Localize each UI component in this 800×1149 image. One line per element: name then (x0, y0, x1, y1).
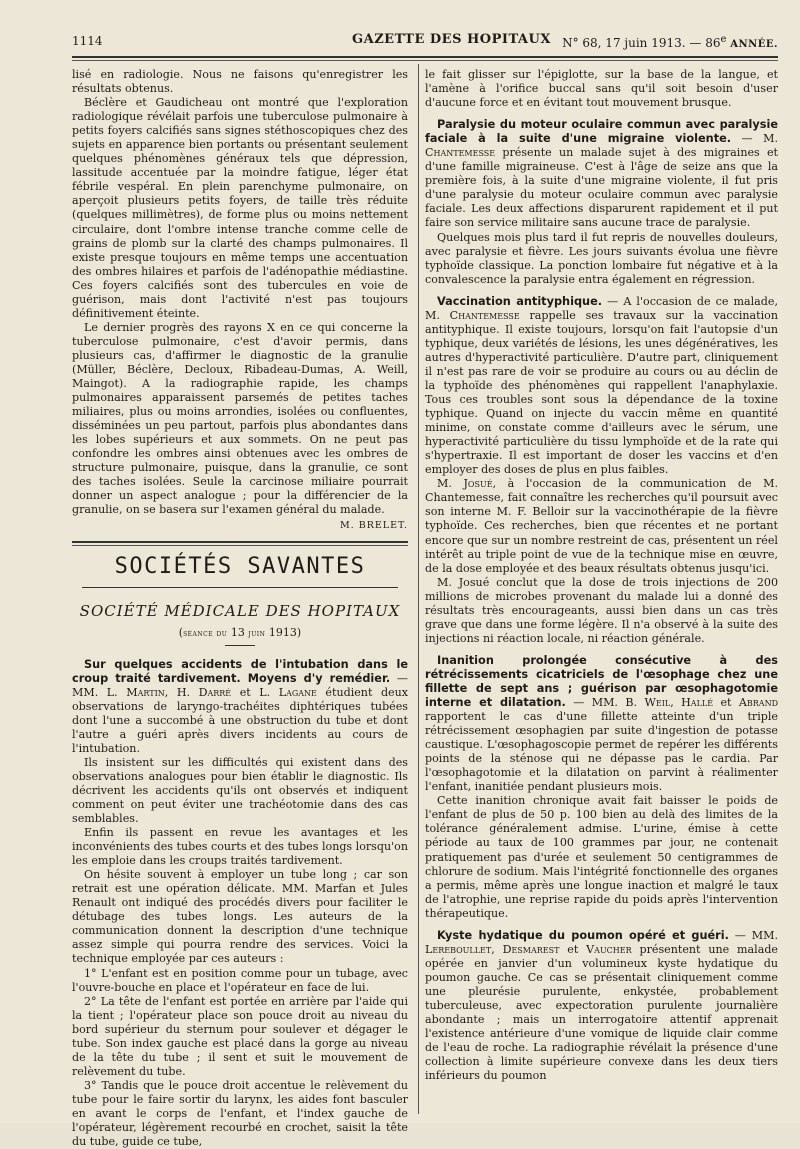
issue-info (562, 34, 778, 50)
column-separator (418, 64, 419, 1114)
page-header (72, 30, 778, 54)
text-run: — MM. (72, 671, 408, 699)
author-name: Hallé (681, 696, 714, 710)
issue-year-label: ANNÉE. (730, 39, 778, 50)
paragraph: 1° L'enfant est en position comme pour un tubage, avec l'ouvre-bouche en place et l'opérateur en face de lui. (72, 966, 408, 994)
text-run: étudient deux observations de laryngo-trachéites diphtériques tubées dont l'une a succombé à une obstruction du tube et dont l'autre a guéri après divers incidents au cours de l'intubation. (72, 685, 409, 755)
text-run: , à l'occasion de la communication de M. Chantemesse, fait connaître les recherches qu'il poursuit avec son interne M. F. Belloir sur la vaccinothérapie de la fièvre typhoïde. Ces recherches, bien que récentes et ne portant encore que sur un nombre restreint de cas, présentent un réel intérêt au triple point de vue de la technique mise en œuvre, de la dose employée et des beaux résultats obtenus jusqu'ici. (425, 477, 779, 575)
page-number: 1114 (72, 34, 103, 48)
text-run: — M. (731, 132, 778, 146)
society-name: SOCIÉTÉ MÉDICALE DES HOPITAUX (79, 601, 401, 620)
article-title: Kyste hydatique du poumon opéré et guéri. (437, 928, 729, 942)
article-vaccination (425, 295, 778, 478)
paragraph: Le dernier progrès des rayons X en ce qui concerne la tuberculose pulmonaire, c'est d'avoir permis, dans plusieurs cas, d'affirmer le diagnostic de la granulie (Müller, Béclère, Decloux, Ribadeau-Dumas, A. Weill, Maingot). A la radiographie rapide, les champs pulmonaires apparaissent parsemés de petites taches miliaires, plus ou moins arrondies, isolées ou confluentes, disséminées un peu partout, parfois plus abondantes dans les lobes supérieurs et aux sommets. On ne peut pas confondre les ombres ainsi obtenues avec les ombres de structure pulmonaire, puisque, dans la granulie, ce sont des taches isolées. Seule la carcinose miliaire pourrait donner un aspect analogue ; pour la différencier de la granulie, on se basera sur l'examen général du malade. (72, 320, 408, 517)
article-paralysie (425, 118, 778, 230)
text-run: rappelle ses travaux sur la vaccination antityphique. Il existe toujours, lorsqu'on fait l'autopsie d'un typhique, deux variétés de lésions, les unes dégénératives, les autres d'hyperactivité particulière. D'autre part, cliniquement il n'est pas rare de voir se produire au cours ou au déclin de la typhoïde des phénomènes qui rappellent l'anaphylaxie. Tous ces troubles sont sous la dépendance de la toxine typhique. Quand on injecte du vaccin même en quantité minime, on constate comme d'ailleurs avec le sérum, une hyperactivité particulière du tissu lymphoïde et de la rate qui s'hypertraxie. Il est important de doser les vaccins et d'en employer des doses de plus en plus faibles. (425, 308, 778, 477)
text-run: et (713, 696, 739, 710)
text-run: présente un malade sujet à des migraines et d'une famille migraineuse. C'est à l'âge de seize ans que la première fois, à la suite d'une migraine violente, il fut pris d'une paralysie du moteur oculaire commun avec paralysie faciale. Les deux affections disparurent rapidement et il put faire son service militaire sans aucune trace de paralysie. (425, 146, 778, 230)
spacer (425, 646, 778, 654)
text-run: et L. (231, 685, 279, 699)
paragraph (425, 477, 778, 575)
spacer (425, 287, 778, 295)
short-divider (225, 645, 255, 646)
author-name: Chantemesse (449, 308, 520, 322)
text-run: — MM. (728, 928, 778, 942)
paragraph: Ils insistent sur les difficultés qui existent dans des observations analogues pour bien établir le diagnostic. Ils décrivent les accidents qu'ils ont observés et indiquent comment on peut éviter une trachéotomie dans des cas semblables. (72, 755, 408, 826)
paragraph: Enfin ils passent en revue les avantages et les inconvénients des tubes courts et des tubes longs lorsqu'on les emploie dans les croups traités tardivement. (72, 826, 408, 868)
author-name: Darré (198, 685, 232, 699)
author-signature: M. BRELET. (339, 519, 408, 531)
section-title-rule (82, 587, 398, 588)
session-paren: ( (178, 625, 184, 639)
text-run: , (670, 696, 682, 710)
author-name: Vaucher (586, 942, 632, 956)
paragraph: On hésite souvent à employer un tube long ; car son retrait est une opération délicate. MM. Marfan et Jules Renault ont indiqué des procédés divers pour faciliter le détubage des tubes longs. Les auteurs de la communication donnent la description d'une technique assez simple qui pourra rendre des services. Voici la technique employée par ces auteurs : (72, 868, 408, 966)
paragraph: 3° Tandis que le pouce droit accentue le relèvement du tube pour le faire sortir du larynx, les aides font basculer en avant le corps de l'enfant, et l'index gauche de l'opérateur, légèrement recourbé en crochet, saisit la tête du tube, guide ce tube, (72, 1078, 408, 1149)
issue-ordinal: e (720, 34, 727, 45)
article-title: Sur quelques accidents de l'intubation dans le croup traité tardivement. Moyens d'y remédier. (72, 657, 408, 685)
author-name: Desmarest (502, 942, 560, 956)
text-run: , H. (164, 685, 199, 699)
author-name: Josué (463, 477, 493, 491)
author-name: Weil (644, 696, 671, 710)
text-run: M. (437, 477, 464, 491)
author-name: Chantemesse (425, 146, 496, 160)
left-column (72, 68, 409, 1149)
section-title: SOCIÉTÉS SAVANTES (114, 553, 366, 579)
session-date (72, 626, 408, 639)
section-rule-thin (72, 545, 408, 546)
article-kyste (425, 929, 778, 1084)
text-run: — A l'occasion de ce malade, M. (425, 294, 778, 322)
paragraph: Béclère et Gaudicheau ont montré que l'exploration radiologique révélait parfois une tuberculose pulmonaire à petits foyers calcifiés sans signes stéthoscopiques chez des sujets en apparence bien portants ou présentant seulement quelques phénomènes généraux tels que dépression, lassitude accentuée par la moindre fatigue, léger état fébrile vespéral. En plein parenchyme pulmonaire, on aperçoit plusieurs petits foyers, de taille très réduite (quelques millimètres), de forme plus ou moins nettement circulaire, dont l'ombre intense tranche comme celle de grains de plomb sur la clarté des champs pulmonaires. Il existe presque toujours en même temps une accentuation des ombres hilaires et parfois de l'adénopathie médiastine. Ces foyers calcifiés sont des tubercules en voie de guérison, mais dont l'activité n'est pas toujours définitivement éteinte. (72, 96, 408, 320)
session-month: juin (248, 628, 266, 639)
header-rule (72, 56, 778, 58)
article-title: Paralysie du moteur oculaire commun avec paralysie faciale à la suite d'une migraine violente. (425, 118, 778, 146)
paragraph: M. Josué conclut que la dose de trois injections de 200 millions de microbes provenant du malade lui a donné des résultats très encourageants, aussi bien dans un cas très grave que dans une forme légère. Il n'a observé à la suite des injections ni réaction locale, ni réaction générale. (425, 575, 778, 645)
header-rule-thin (72, 60, 778, 61)
right-column (425, 68, 778, 1113)
article-inanition (425, 654, 778, 794)
spacer (425, 921, 778, 929)
author-name: Abrand (738, 696, 778, 710)
text-run: , (491, 942, 503, 956)
session-label: séance du (183, 628, 228, 639)
session-day: 13 (227, 625, 249, 639)
paragraph: 2° La tête de l'enfant est portée en arrière par l'aide qui la tient ; l'opérateur place son pouce droit au niveau du bord supérieur du sternum pour soulever et dégager le tube. Son index gauche est placé dans la gorge au niveau de la tête du tube ; il sent et suit le mouvement de relèvement du tube. (72, 994, 408, 1078)
text-run: et (559, 942, 587, 956)
article-title: Inanition prolongée consécutive à des rétrécissements cicatriciels de l'œsophage chez une fillette de sept ans ; guérison par œsophagotomie interne et dilatation. (425, 653, 778, 710)
author-name: Lagane (278, 685, 317, 699)
text-run: rapportent le cas d'une fillette atteinte d'un triple rétrécissement œsophagien par suite d'ingestion de potasse caustique. L'œsophagoscopie permet de repérer les différents points de la sténose qui ne dépasse pas le cardia. Par l'œsophagotomie et la dilatation on parvint à réalimenter l'enfant, inanitiée pendant plusieurs mois. (425, 710, 778, 794)
spacer (425, 110, 778, 118)
article-intubation (72, 658, 408, 756)
section-rule (72, 541, 408, 543)
session-year: 1913) (265, 625, 302, 639)
text-run: — MM. B. (565, 696, 645, 710)
issue-date: N° 68, 17 juin 1913. — 86 (562, 36, 721, 50)
paragraph: le fait glisser sur l'épiglotte, sur la base de la langue, et l'amène à l'orifice buccal sans qu'il soit besoin d'user d'aucune force et en évitant tout mouvement brusque. (425, 68, 778, 110)
author-name: Lereboullet (425, 942, 492, 956)
author-name: L. Martin (106, 685, 165, 699)
paragraph: Cette inanition chronique avait fait baisser le poids de l'enfant de plus de 50 p. 100 bien au delà des limites de la tolérance généralement admise. L'urine, émise à cette période au taux de 100 grammes par jour, ne contenait pratiquement pas d'urée et seulement 50 centigrammes de chlorure de sodium. Mais l'intégrité fonctionnelle des organes a permis, même après une longue inaction et malgré le taux de l'atrophie, une reprise rapide du poids après l'intervention thérapeutique. (425, 794, 778, 920)
paragraph: lisé en radiologie. Nous ne faisons qu'enregistrer les résultats obtenus. (72, 68, 408, 96)
paragraph: Quelques mois plus tard il fut repris de nouvelles douleurs, avec paralysie et fièvre. Les jours suivants évolua une fièvre typhoïde classique. La ponction lombaire fut négative et à la convalescence la paralysie entra également en régression. (425, 230, 778, 286)
article-title: Vaccination antityphique. (437, 294, 603, 308)
text-run: présentent une malade opérée en janvier d'un volumineux kyste hydatique du poumon gauche. Ce cas se présentait cliniquement comme une pleurésie purulente, enkystée, probablement tuberculeuse, avec expectoration purulente journalière abondante ; mais un interrogatoire attentif apprenait l'existence antérieure d'une vomique de liquide clair comme de l'eau de roche. La radiographie révélait la présence d'une collection à limite supérieure convexe dans les deux tiers inférieurs du poumon (425, 942, 778, 1083)
journal-title: GAZETTE DES HOPITAUX (352, 32, 551, 47)
